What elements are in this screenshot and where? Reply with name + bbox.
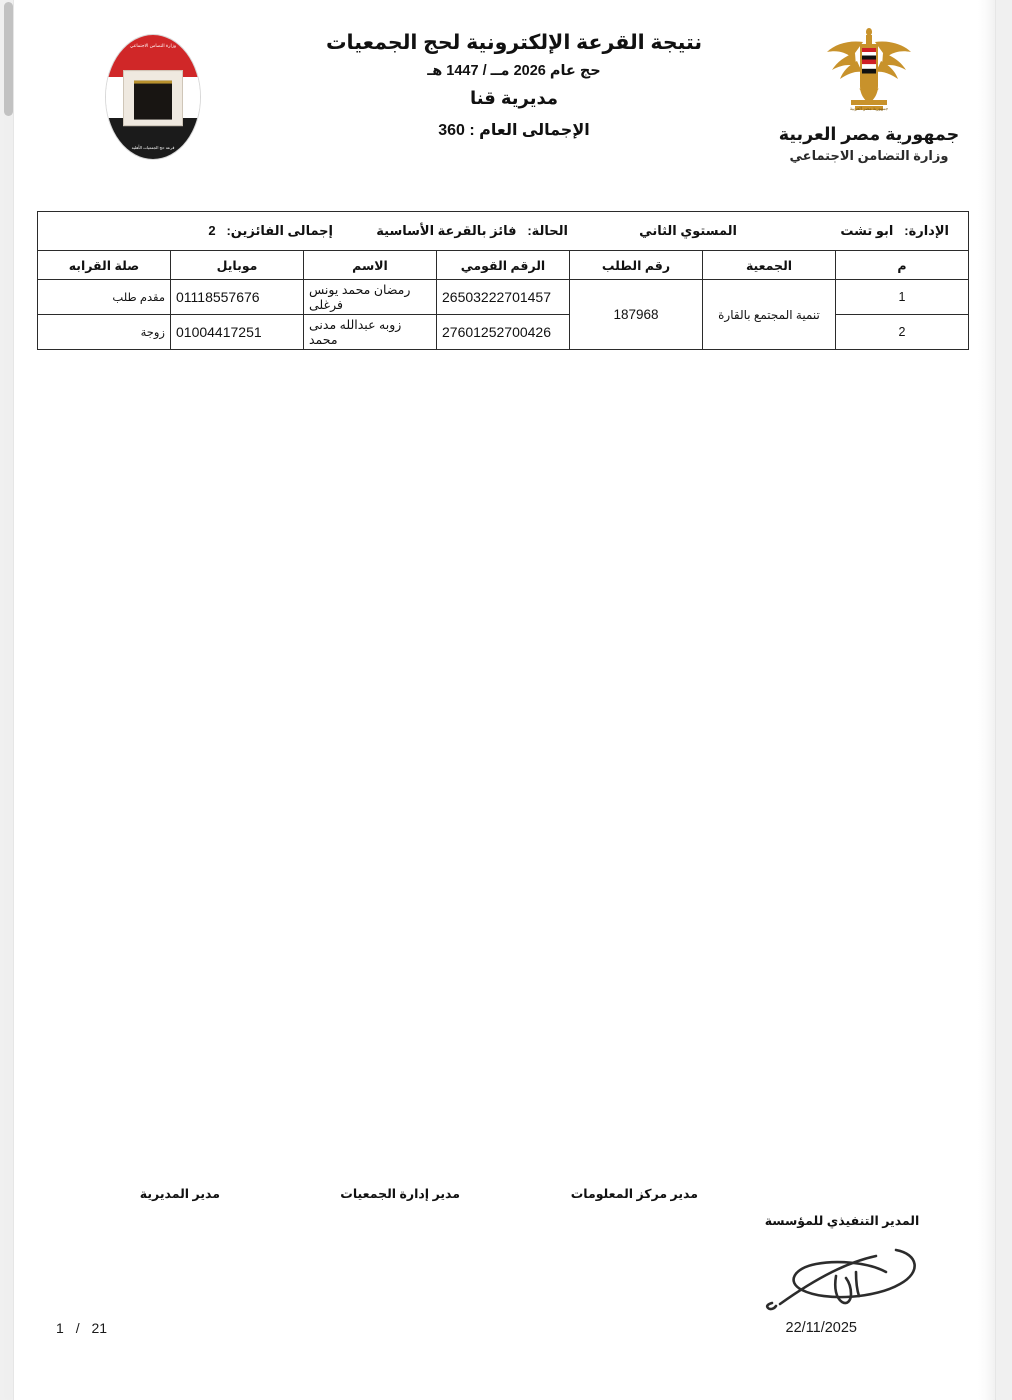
document-page [14,0,995,1400]
table-row [38,280,969,315]
winners-total [208,223,333,239]
cell-request-no: 187968 [570,280,703,350]
column-header-name: الاسم [304,251,437,280]
svg-text:جمهورية مصر العربية: جمهورية مصر العربية [849,106,889,111]
page-separator: / [75,1320,80,1336]
winners-count: 2 [208,223,216,238]
status-label: الحالة: [527,223,568,238]
admin-label: الإدارة: [904,223,949,238]
header-titles [249,30,779,140]
cell-mobile: 01118557676 [171,280,304,315]
signature-label-directorate-manager: مدير المديرية [139,1187,220,1201]
info-bar-cell [38,212,969,251]
admin-value: ابو تشت [840,223,894,238]
grand-total-label: الإجمالى العام : 360 [438,121,590,139]
page-number [52,1320,111,1336]
column-header-index: م [836,251,969,280]
country-name-label: جمهورية مصر العربية [778,124,960,144]
kaaba-icon [123,70,183,126]
page-total: 21 [91,1320,108,1336]
column-header-relation: صلة القرابه [38,251,171,280]
signature-label-associations-admin: مدير إدارة الجمعيات [340,1187,460,1201]
signature-label-info-center: مدير مركز المعلومات [570,1187,698,1201]
info-bar-row [38,212,969,251]
column-header-national-id: الرقم القومي [437,251,570,280]
level-value: المستوي الثاني [639,223,737,238]
print-date: 22/11/2025 [785,1320,857,1336]
admin-info [840,223,949,239]
status-info [376,223,568,239]
signature-label-executive-director: المدير التنفيذي للمؤسسة [764,1214,920,1228]
cell-name: رمضان محمد يونس فرغلى [304,280,437,315]
page-footer [14,1320,995,1346]
column-header-request-no: رقم الطلب [570,251,703,280]
cell-national-id: 27601252700426 [437,315,570,350]
seal-oval [105,34,201,160]
cell-national-id: 26503222701457 [437,280,570,315]
page-current: 1 [56,1320,64,1336]
executive-director-signature-block [737,1213,947,1319]
cell-mobile: 01004417251 [171,315,304,350]
cell-name: زوبه عبدالله مدنى محمد [304,315,437,350]
cell-relation: زوجة [38,315,171,350]
hajj-ministry-seal-icon [97,27,209,167]
document-header [14,0,995,190]
page-title: نتيجة القرعة الإلكترونية لحج الجمعيات [325,31,703,54]
winners-label: إجمالى الفائزين: [226,223,333,238]
page-scrollbar-track[interactable] [4,0,13,1400]
cell-index: 1 [836,280,969,315]
egypt-eagle-emblem [755,22,983,164]
column-header-mobile: موبايل [171,251,304,280]
status-badge: فائز بالقرعة الأساسية [376,223,517,238]
cell-relation: مقدم طلب [38,280,171,315]
seal-top-text: وزارة التضامن الاجتماعي [129,43,177,48]
handwritten-signature-icon [750,1232,935,1314]
page-scrollbar-thumb[interactable] [4,2,13,116]
column-header-association: الجمعية [703,251,836,280]
ministry-name-label: وزارة التضامن الاجتماعي [789,148,949,163]
signature-labels-row [14,1186,995,1210]
cell-association: تنمية المجتمع بالقارة [703,280,836,350]
seal-bottom-text: قرعة حج الجمعيات الأهلية [131,145,175,150]
eagle-of-saladin-icon [815,22,923,122]
hajj-year-subtitle: حج عام 2026 مــ / 1447 هـ [427,62,601,79]
table-body [38,280,969,350]
winners-table [37,211,969,350]
directorate-name: مديرية قنا [469,87,559,108]
table-header-row [38,251,969,280]
cell-index: 2 [836,315,969,350]
